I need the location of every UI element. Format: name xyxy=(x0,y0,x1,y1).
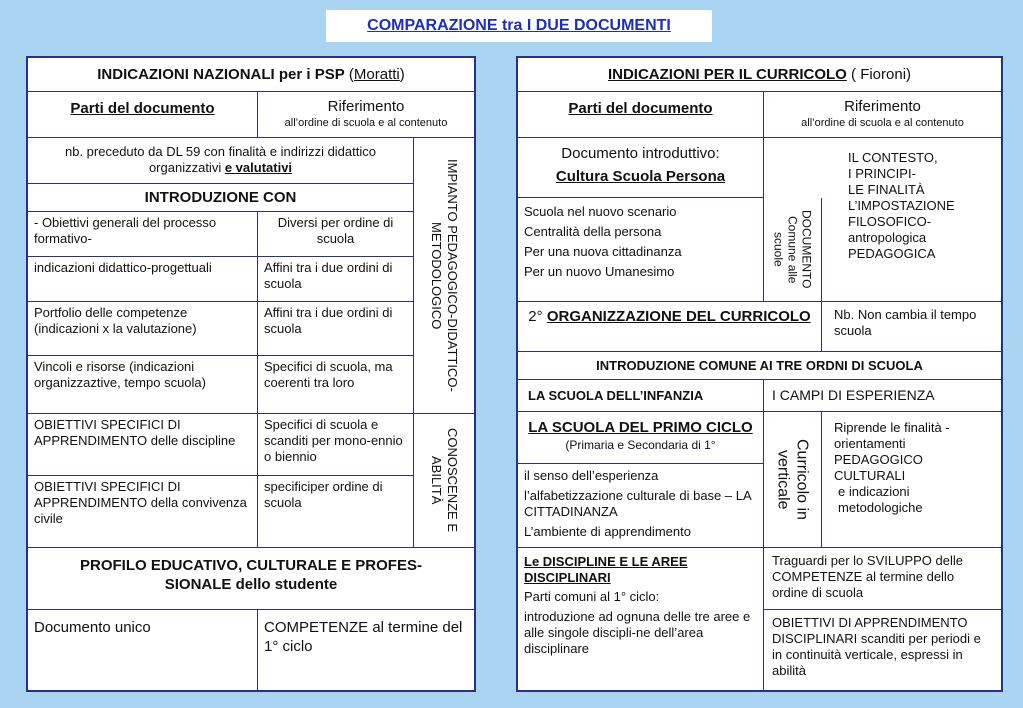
left-obiettivi-1-a xyxy=(28,414,258,476)
right-org-bold: ORGANIZZAZIONE DEL CURRICOLO xyxy=(546,308,811,325)
left-col2-head-text: Riferimento xyxy=(327,98,405,115)
left-row-2-a xyxy=(28,257,258,302)
left-intro-heading xyxy=(28,184,414,212)
right-org-note-text: Nb. Non cambia il tempo scuola xyxy=(834,307,977,338)
left-obiettivi-2-a-text: OBIETTIVI SPECIFICI DI APPRENDIMENTO della convivenza civile xyxy=(34,479,247,526)
right-primo-ciclo-bold: LA SCUOLA DEL PRIMO CICLO xyxy=(528,419,753,436)
left-header-bold: INDICAZIONI NAZIONALI per i PSP xyxy=(97,66,345,83)
right-doc-intro-text: Documento introduttivo: xyxy=(561,145,720,162)
right-disc-line-2: introduzione ad ognuna delle tre aree e alle singole discipli-ne dell’area disciplinare xyxy=(524,609,751,656)
left-row-4-b-text: Specifici di scuola, ma coerenti tra loro xyxy=(264,359,393,390)
left-col2-head-sub: all’ordine di scuola e al contenuto xyxy=(284,117,448,129)
right-contesto-line-2: I PRINCIPI- xyxy=(848,166,916,181)
title-box xyxy=(326,10,712,42)
right-scuola-list xyxy=(518,198,764,302)
right-col2-head-text: Riferimento xyxy=(844,98,921,115)
left-row-3-a-text: Portfolio delle competenze (indicazioni x la valutazione) xyxy=(34,305,197,336)
right-senso-line-3: L’ambiente di apprendimento xyxy=(524,524,691,539)
right-side-curricolo xyxy=(764,412,822,548)
right-intro-comune xyxy=(518,352,1001,380)
left-competenze xyxy=(258,610,474,690)
left-intro-heading-text: INTRODUZIONE CON xyxy=(144,189,297,206)
right-disc-line-1: Parti comuni al 1° ciclo: xyxy=(524,589,660,604)
right-organizzazione xyxy=(518,302,822,352)
left-intro-note-text: nb. preceduto da DL 59 con finalità e indirizzi didattico organizzativi xyxy=(65,144,376,175)
left-obiettivi-2-b xyxy=(258,476,414,548)
left-row-3-b xyxy=(258,302,414,356)
left-obiettivi-2-a xyxy=(28,476,258,548)
right-col2-head xyxy=(764,92,1001,138)
left-intro-note-bold: e valutativi xyxy=(224,160,293,175)
right-header-bold: INDICAZIONI PER IL CURRICOLO xyxy=(607,66,847,83)
left-side-label-impianto-text: IMPIANTO PEDAGOGICO-DIDATTICO-METODOLOGICO xyxy=(429,159,460,392)
right-traguardi-text: Traguardi per lo SVILUPPO delle COMPETENZE al termine dello ordine di scuola xyxy=(772,553,964,600)
right-scuola-line-3: Per una nuova cittadinanza xyxy=(524,244,682,259)
right-campi xyxy=(764,380,1001,412)
left-row-2-b xyxy=(258,257,414,302)
right-header-rest: ( Fioroni) xyxy=(846,66,912,83)
left-row-1-b xyxy=(258,212,414,257)
right-scuola-line-4: Per un nuovo Umanesimo xyxy=(524,264,675,279)
right-campi-text: I CAMPI DI ESPERIENZA xyxy=(772,387,935,403)
page-title: COMPARAZIONE tra I DUE DOCUMENTI xyxy=(367,17,671,34)
left-row-1-b-text: Diversi per ordine di scuola xyxy=(277,215,394,246)
right-table-fioroni xyxy=(516,56,1003,692)
right-infanzia-text: LA SCUOLA DELL’INFANZIA xyxy=(528,388,704,403)
right-riprende-1: Riprende le finalità - orientamenti PEDAGOGICO CULTURALI xyxy=(834,420,950,483)
left-side-label-conoscenze xyxy=(414,414,474,548)
right-org-note xyxy=(822,302,1001,352)
right-intro-comune-text: INTRODUZIONE COMUNE AI TRE ORDNI DI SCUOLA xyxy=(596,358,923,373)
left-row-3-a xyxy=(28,302,258,356)
left-profilo-text: PROFILO EDUCATIVO, CULTURALE E PROFES-SIONALE dello studente xyxy=(80,557,422,593)
right-disc-bold: Le DISCIPLINE E LE AREE DISCIPLINARI xyxy=(524,554,688,585)
left-doc-unico-text: Documento unico xyxy=(34,619,151,636)
right-primo-ciclo xyxy=(518,412,764,464)
right-contesto-line-1: IL CONTESTO, xyxy=(848,150,938,165)
left-col2-head xyxy=(258,92,474,138)
right-senso-line-2: l’alfabetizzazione culturale di base – LA CITTADINANZA xyxy=(524,488,751,519)
left-row-2-a-text: indicazioni didattico-progettuali xyxy=(34,260,212,275)
left-side-label-conoscenze-text: CONOSCENZE E ABILITÀ xyxy=(429,428,460,533)
right-infanzia xyxy=(518,380,764,412)
left-row-4-a xyxy=(28,356,258,414)
right-obiettivi-text: OBIETTIVI DI APPRENDIMENTO DISCIPLINARI scanditi per periodi e in continuità verticale, espressi in abilità xyxy=(772,615,981,678)
left-doc-unico xyxy=(28,610,258,690)
right-contesto xyxy=(822,138,1001,302)
right-contesto-line-4: L’IMPOSTAZIONE FILOSOFICO-antropologica PEDAGOGICA xyxy=(848,198,955,261)
right-traguardi xyxy=(764,548,1001,610)
right-side-curricolo-text: Curricolo in verticale xyxy=(774,439,811,520)
left-row-4-a-text: Vincoli e risorse (indicazioni organizzaztive, tempo scuola) xyxy=(34,359,206,390)
left-table-header xyxy=(28,58,474,92)
right-riprende-2: e indicazioni metodologiche xyxy=(838,484,923,515)
right-col2-head-sub: all’ordine di scuola e al contenuto xyxy=(801,117,964,129)
left-obiettivi-2-b-text: specificiper ordine di scuola xyxy=(264,479,383,510)
left-row-1-a-text: - Obiettivi generali del processo formativo- xyxy=(34,215,217,246)
left-header-paren: ( xyxy=(344,66,354,83)
left-obiettivi-1-b xyxy=(258,414,414,476)
left-competenze-text: COMPETENZE al termine del 1° ciclo xyxy=(264,619,463,655)
left-obiettivi-1-a-text: OBIETTIVI SPECIFICI DI APPRENDIMENTO delle discipline xyxy=(34,417,236,448)
right-scuola-line-1: Scuola nel nuovo scenario xyxy=(524,204,677,219)
left-obiettivi-1-b-text: Specifici di scuola e scanditi per mono-ennio o biennio xyxy=(264,417,403,464)
left-row-1-a xyxy=(28,212,258,257)
left-intro-note xyxy=(28,138,414,184)
right-table-header xyxy=(518,58,1001,92)
right-doc-intro-bold: Cultura Scuola Persona xyxy=(555,168,726,185)
left-row-2-b-text: Affini tra i due ordini di scuola xyxy=(264,260,393,291)
right-scuola-line-2: Centralità della persona xyxy=(524,224,662,239)
right-primo-ciclo-rest: (Primaria e Secondaria di 1° xyxy=(565,438,716,452)
right-col1-head-text: Parti del documento xyxy=(568,100,713,117)
left-row-3-b-text: Affini tra i due ordini di scuola xyxy=(264,305,393,336)
right-obiettivi xyxy=(764,610,1001,690)
right-side-documento xyxy=(764,198,822,302)
right-org-prefix: 2° xyxy=(528,308,543,325)
left-col1-head xyxy=(28,92,258,138)
left-header-name: Moratti xyxy=(353,66,400,83)
right-side-documento-text: DOCUMENTO Comune alle scuole xyxy=(771,210,814,289)
left-side-label-impianto xyxy=(414,138,474,414)
left-table-moratti xyxy=(26,56,476,692)
left-row-4-b xyxy=(258,356,414,414)
right-discipline xyxy=(518,548,764,690)
right-senso-line-1: il senso dell’esperienza xyxy=(524,468,659,483)
right-doc-intro xyxy=(518,138,764,198)
right-senso-list xyxy=(518,464,764,548)
right-contesto-line-3: LE FINALITÀ xyxy=(848,182,925,197)
left-col1-head-text: Parti del documento xyxy=(70,100,215,117)
right-riprende xyxy=(822,412,1001,548)
left-header-paren-close: ) xyxy=(399,66,405,83)
right-col1-head xyxy=(518,92,764,138)
left-profilo xyxy=(28,548,474,610)
